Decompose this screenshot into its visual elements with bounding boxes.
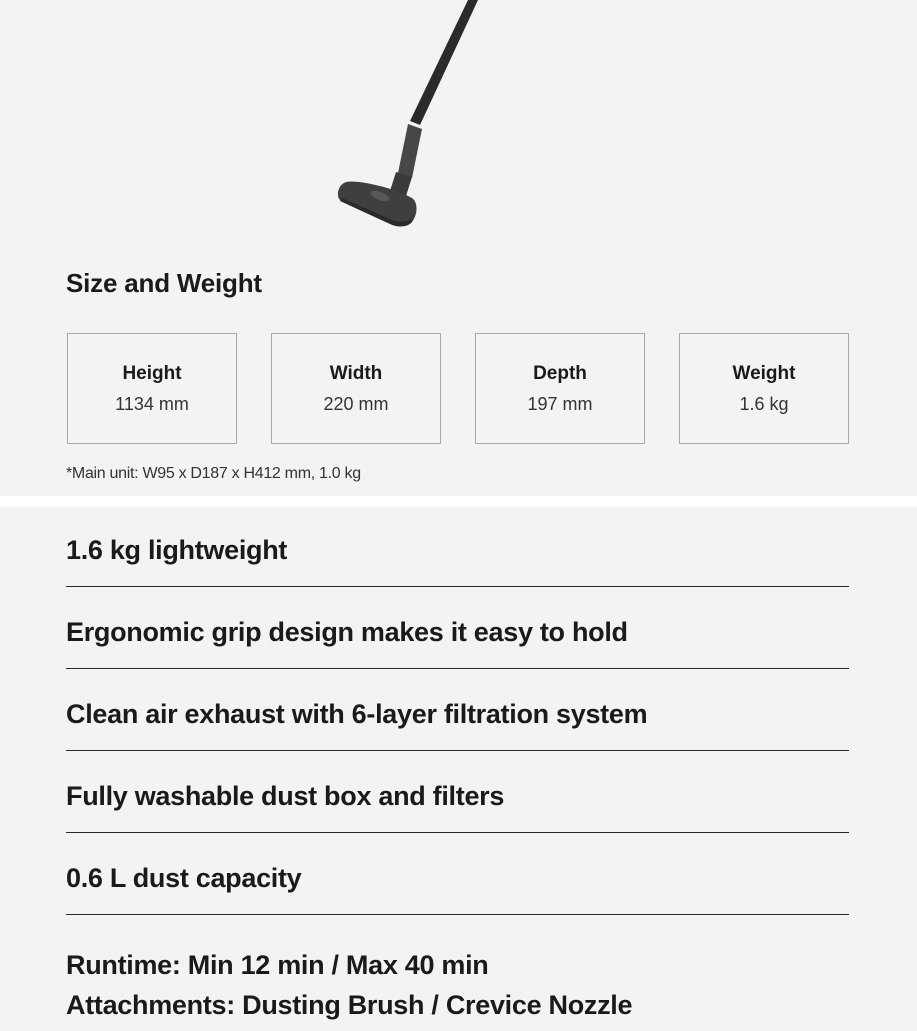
section-title: Size and Weight [66, 268, 262, 298]
spec-label: Height [122, 362, 182, 384]
feature-text: Clean air exhaust with 6-layer filtration system [66, 699, 648, 729]
feature-item [66, 835, 849, 915]
feature-text: Fully washable dust box and filters [66, 781, 505, 811]
spec-depth [475, 333, 645, 444]
main-unit-note: *Main unit: W95 x D187 x H412 mm, 1.0 kg [66, 465, 361, 482]
spec-width [271, 333, 441, 444]
runtime-text: Runtime: Min 12 min / Max 40 min [66, 950, 489, 980]
spec-label: Width [329, 362, 383, 384]
spec-label: Depth [533, 362, 587, 384]
feature-extra [66, 945, 632, 1025]
spec-label: Weight [732, 362, 796, 384]
feature-item [66, 589, 849, 669]
feature-item [66, 507, 849, 587]
feature-text: Ergonomic grip design makes it easy to hold [66, 617, 628, 647]
spec-height [67, 333, 237, 444]
size-weight-section [0, 0, 917, 496]
feature-item [66, 671, 849, 751]
spec-row [67, 333, 849, 444]
spec-value: 197 mm [527, 393, 593, 414]
spec-value: 1134 mm [115, 393, 189, 414]
stick-vacuum-image [320, 0, 500, 235]
spec-weight [679, 333, 849, 444]
attachments-text: Attachments: Dusting Brush / Crevice Nozzle [66, 990, 633, 1020]
feature-text: 0.6 L dust capacity [66, 863, 302, 893]
section-divider [0, 496, 917, 507]
spec-value: 220 mm [323, 393, 389, 414]
feature-text: 1.6 kg lightweight [66, 535, 288, 565]
feature-item [66, 753, 849, 833]
spec-value: 1.6 kg [739, 393, 789, 414]
features-section [0, 507, 917, 1031]
